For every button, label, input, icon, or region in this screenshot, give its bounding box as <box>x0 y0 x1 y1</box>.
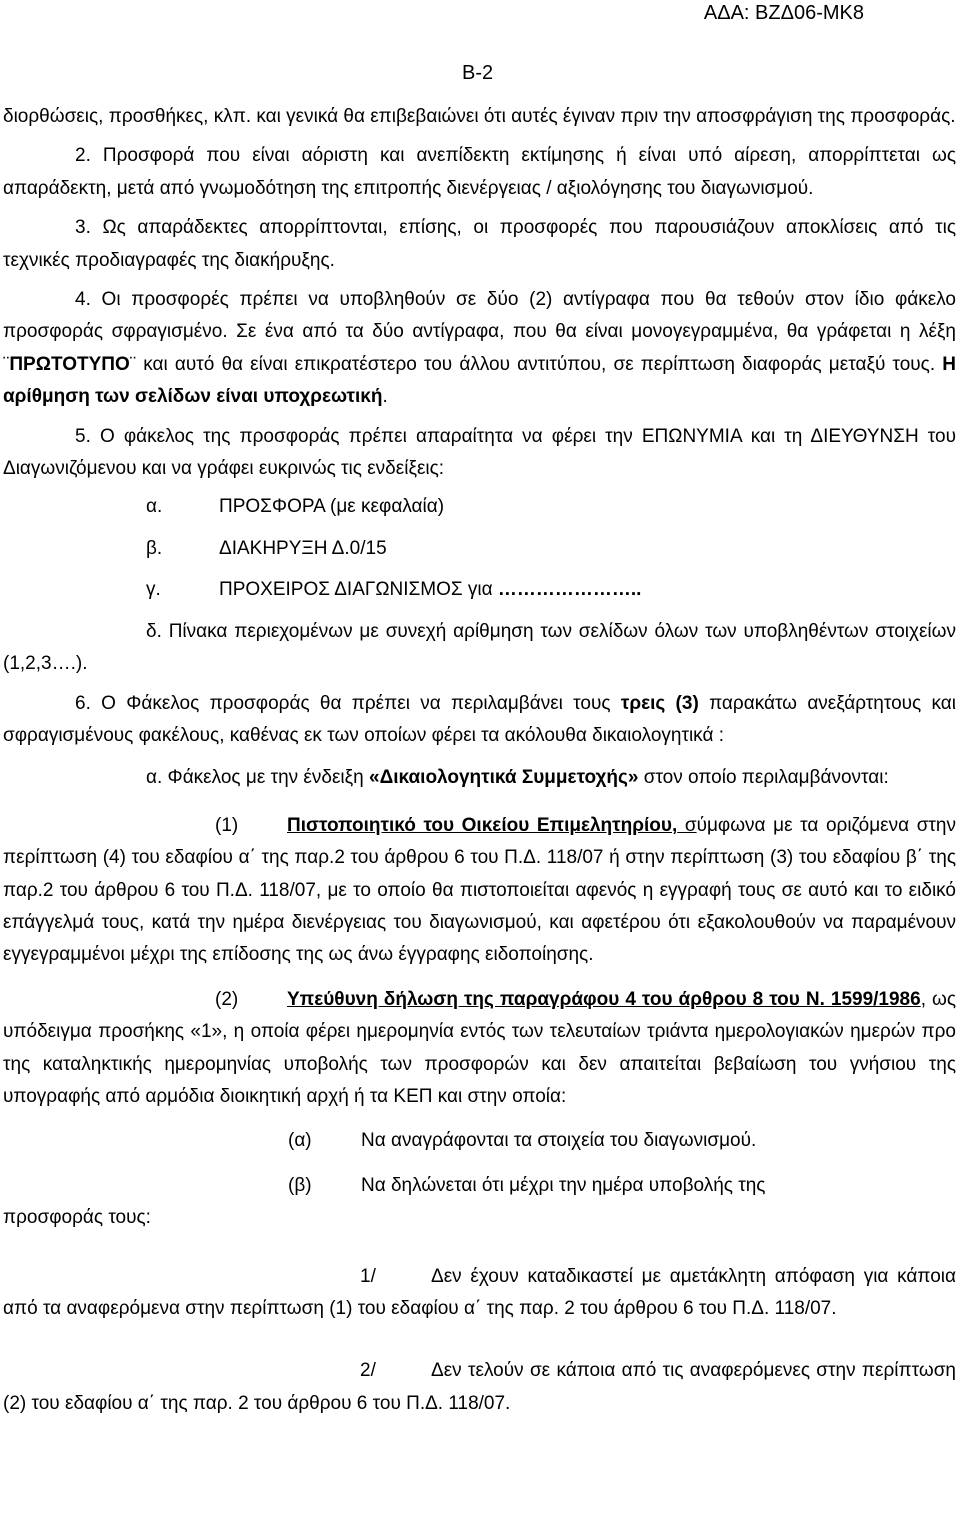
list-item-d: δ. Πίνακα περιεχομένων με συνεχή αρίθμηση των σελίδων όλων των υποβληθέντων στοιχείων (1,2,3….). <box>3 620 956 675</box>
sub-item-b-cont: προσφοράς τους: <box>3 1207 151 1229</box>
paragraph-6-text: 6. Ο Φάκελος προσφοράς θα πρέπει να περιλαμβάνει τους <box>75 692 621 714</box>
item-label: (2) <box>215 988 239 1010</box>
prototype-word: ΠΡΩΤΟΤΥΠΟ <box>9 353 130 375</box>
item-2 <box>3 984 956 1114</box>
paragraph-6a-text: α. Φάκελος με την ένδειξη <box>146 767 370 789</box>
sub-item-label: (β) <box>288 1174 312 1196</box>
list-label: γ. <box>146 579 161 601</box>
paragraph-4-end: . <box>382 386 388 408</box>
item-label: (1) <box>215 814 239 836</box>
list-item-a <box>3 491 956 523</box>
sub-sub-item-2 <box>3 1355 956 1420</box>
three-envelopes: τρεις (3) <box>620 692 699 714</box>
item-2-underline: , <box>920 988 926 1010</box>
paragraph-3: 3. Ως απαράδεκτες απορρίπτονται, επίσης, οι προσφορές που παρουσιάζουν αποκλίσεις από τις τεχνικές προδιαγραφές της διακήρυξης. <box>3 217 956 271</box>
sub-sub-text: Δεν τελούν σε κάποια από τις αναφερόμενες στην περίπτωση (2) του εδαφίου α΄ της παρ. 2 του άρθρου 6 του Π.Δ. 118/07. <box>3 1360 956 1414</box>
paragraph-2: 2. Προσφορά που είναι αόριστη και ανεπίδεκτη εκτίμησης ή είναι υπό αίρεση, απορρίπτεται ως απαράδεκτη, μετά από γνωμοδότηση της επιτροπής διενέργειας / αξιολόγησης του διαγωνισμού. <box>3 145 956 199</box>
list-item-c <box>3 574 956 606</box>
item-1-text: ύμφωνα με τα οριζόμενα στην περίπτωση (4) του εδαφίου α΄ της παρ.2 του άρθρου 6 του Π.Δ. 118/07 ή στην περίπτωση (3) του εδαφίου β΄ της παρ.2 του άρθρου 6 του Π.Δ. 118/07, με το οποίο θα πιστοποιείται αφενός η εγγραφή τους σε αυτό και το ειδικό επάγγελμά τους, κατά την ημέρα διενέργειας του διαγωνισμού, και αφετέρου ότι εξακολουθούν να παραμένουν εγγεγραμμένοι μέχρι της επίδοσης της ως άνω έγγραφης ειδοποίησης. <box>3 814 956 966</box>
list-dots: ………………….. <box>497 579 642 601</box>
page-numbering-notice: Η αρίθμηση των σελίδων είναι υποχρεωτική <box>3 353 956 408</box>
list-label: β. <box>146 537 163 559</box>
paragraph-6-text-2: παρακάτω ανεξάρτητους και σφραγισμένους φακέλους, καθένας εκ των οποίων φέρει τα ακόλουθα δικαιολογητικά : <box>3 692 956 746</box>
item-2-text: ως υπόδειγμα προσήκης «1», η οποία φέρει ημερομηνία εντός των τελευταίων τριάντα ημερολογιακών ημερών προ της καταληκτικής ημερομηνίας υποβολής των προσφορών και δεν απαιτείται βεβαίωση του γνήσιου της υπογραφής από αρμόδια διοικητική αρχή ή τα ΚΕΠ και στην οποία: <box>3 988 956 1107</box>
item-1 <box>3 810 956 972</box>
list-text: ΠΡΟΧΕΙΡΟΣ ΔΙΑΓΩΝΙΣΜΟΣ για <box>219 579 498 601</box>
item-1-title: Πιστοποιητικό του Οικείου Επιμελητηρίου, <box>287 814 678 836</box>
list-item-b <box>3 533 956 565</box>
paragraph-4 <box>3 284 956 414</box>
paragraph-6 <box>3 688 956 753</box>
paragraph-6a <box>3 762 956 794</box>
paragraph-5: 5. Ο φάκελος της προσφοράς πρέπει απαραίτητα να φέρει την ΕΠΩΝΥΜΙΑ και τη ΔΙΕΥΘΥΝΣΗ του Διαγωνιζόμενου και να γράφει ευκρινώς τις ενδείξεις: <box>3 425 956 480</box>
paragraph-continuation: διορθώσεις, προσθήκες, κλπ. και γενικά θα επιβεβαιώνει ότι αυτές έγιναν πριν την αποσφράγιση της προσφοράς. <box>3 106 956 127</box>
sub-item-text: Να αναγράφονται τα στοιχεία του διαγωνισμού. <box>361 1130 757 1152</box>
paragraph-4-text-2: ¨ και αυτό θα είναι επικρατέστερο του άλλου αντιτύπου, σε περίπτωση διαφοράς μεταξύ τους. <box>129 353 943 375</box>
paragraph-4-text: 4. Οι προσφορές πρέπει να υποβληθούν σε δύο (2) αντίγραφα που θα τεθούν στον ίδιο φάκελο προσφοράς σφραγισμένο. Σε ένα από τα δύο αντίγραφα, που θα είναι μονογεγραμμένα, θα γράφεται η λέξη ¨ <box>3 289 956 375</box>
sub-item-a <box>3 1125 956 1157</box>
sub-sub-label: 1/ <box>360 1265 376 1287</box>
participation-docs-title: «Δικαιολογητικά Συμμετοχής» <box>369 767 639 789</box>
sub-sub-label: 2/ <box>360 1360 376 1382</box>
list-text: ΔΙΑΚΗΡΥΞΗ Δ.0/15 <box>219 537 387 559</box>
document-body <box>3 101 956 1420</box>
page-number: Β-2 <box>462 62 494 84</box>
item-2-title: Υπεύθυνη δήλωση της παραγράφου 4 του άρθρου 8 του Ν. 1599/1986 <box>287 988 921 1010</box>
sub-sub-text: Δεν έχουν καταδικαστεί με αμετάκλητη απόφαση για κάποια από τα αναφερόμενα στην περίπτωση (1) του εδαφίου α΄ της παρ. 2 του άρθρου 6 του Π.Δ. 118/07. <box>3 1265 956 1319</box>
item-1-underline: σ <box>677 814 697 836</box>
ada-code: ΑΔΑ: ΒΖΔ06-ΜΚ8 <box>703 2 864 24</box>
list-text: ΠΡΟΣΦΟΡΑ (με κεφαλαία) <box>219 496 445 518</box>
sub-item-text: Να δηλώνεται ότι μέχρι την ημέρα υποβολής της <box>361 1174 766 1196</box>
list-label: α. <box>146 496 163 518</box>
sub-item-label: (α) <box>288 1130 312 1152</box>
sub-sub-item-1 <box>3 1261 956 1326</box>
paragraph-6a-text-2: στον οποίο περιλαμβάνονται: <box>638 767 889 789</box>
sub-item-b <box>3 1170 956 1202</box>
